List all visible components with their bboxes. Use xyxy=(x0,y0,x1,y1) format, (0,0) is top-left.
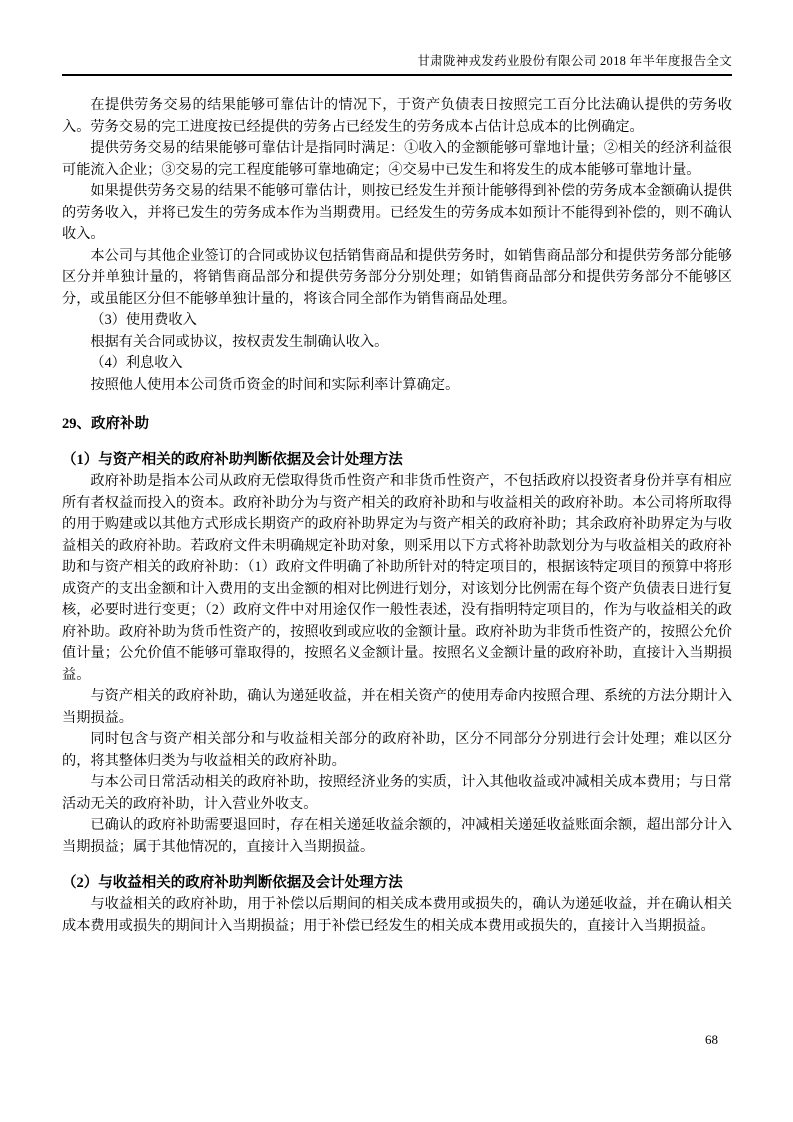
para-royalty-income-body: 根据有关合同或协议，按权责发生制确认收入。 xyxy=(90,333,389,350)
para-subsidy-definition: 政府补助是指本公司从政府无偿取得货币性资产和非货币性资产，不包括政府以投资者身份并享有相应所有者权益而投入的资本。政府补助分为与资产相关的政府补助和与收益相关的政府补助。本公司将所取得的用于购建或以其他方式形成长期资产的政府补助界定为与资产相关的政府补助；其余政府补助界定为与收益相关的政府补助。若政府文件未明确规定补助对象，则采用以下方式将补助款划分为与收益相关的政府补助和与资产相关的政府补助：（1）政府文件明确了补助所针对的特定项目的，根据该特定项目的预算中将形成资产的支出金额和计入费用的支出金额的相对比例进行划分，对该划分比例需在每个资产负债表日进行复核，必要时进行变更；（2）政府文件中对用途仅作一般性表述，没有指明特定项目的，作为与收益相关的政府补助。政府补助为货币性资产的，按照收到或应收的金额计量。政府补助为非货币性资产的，按照公允价值计量；公允价值不能够可靠取得的，按照名义金额计量。按照名义金额计量的政府补助，直接计入当期损益。 xyxy=(62,473,732,683)
page-footer xyxy=(705,1032,718,1048)
para-service-revenue-reliable: 在提供劳务交易的结果能够可靠估计的情况下，于资产负债表日按照完工百分比法确认提供的劳务收入。劳务交易的完工进度按已经提供的劳务占已经发生的劳务成本占估计总成本的比例确定。 xyxy=(62,97,732,135)
para-service-revenue-conditions: 提供劳务交易的结果能够可靠估计是指同时满足：①收入的金额能够可靠地计量；②相关的经济利益很可能流入企业；③交易的完工程度能够可靠地确定；④交易中已发生和将发生的成本能够可靠地计量。 xyxy=(62,140,732,178)
para-mixed-contract: 本公司与其他企业签订的合同或协议包括销售商品和提供劳务时，如销售商品部分和提供劳务部分能够区分并单独计量的，将销售商品部分和提供劳务部分分别处理；如销售商品部分和提供劳务部分不能够区分，或虽能区分但不能够单独计量的，将该合同全部作为销售商品处理。 xyxy=(62,247,732,307)
para-subsidy-daily-activity: 与本公司日常活动相关的政府补助，按照经济业务的实质，计入其他收益或冲减相关成本费用；与日常活动无关的政府补助，计入营业外收支。 xyxy=(62,774,732,812)
page-header xyxy=(62,52,732,76)
heading-government-subsidy: 29、政府补助 xyxy=(62,416,149,432)
para-interest-income-title: （4）利息收入 xyxy=(90,355,183,371)
para-subsidy-refund: 已确认的政府补助需要退回时，存在相关递延收益余额的，冲减相关递延收益账面余额，超出部分计入当期损益；属于其他情况的，直接计入当期损益。 xyxy=(62,817,732,855)
para-subsidy-both-parts: 同时包含与资产相关部分和与收益相关部分的政府补助，区分不同部分分别进行会计处理；难以区分的，将其整体归类为与收益相关的政府补助。 xyxy=(62,731,732,769)
heading-income-related-subsidy: （2）与收益相关的政府补助判断依据及会计处理方法 xyxy=(62,875,403,891)
page-number: 68 xyxy=(705,1032,718,1047)
report-header-title: 甘肃陇神戎发药业股份有限公司 2018 年半年度报告全文 xyxy=(417,54,732,68)
para-income-subsidy-treatment: 与收益相关的政府补助，用于补偿以后期间的相关成本费用或损失的，确认为递延收益，并在确认相关成本费用或损失的期间计入当期损益；用于补偿已经发生的相关成本费用或损失的，直接计入当期损益。 xyxy=(62,896,732,934)
para-royalty-income-title: （3）使用费收入 xyxy=(90,312,197,328)
para-interest-income-body: 按照他人使用本公司货币资金的时间和实际利率计算确定。 xyxy=(90,376,460,393)
para-service-revenue-unreliable: 如果提供劳务交易的结果不能够可靠估计，则按已经发生并预计能够得到补偿的劳务成本金额确认提供的劳务收入，并将已发生的劳务成本作为当期费用。已经发生的劳务成本如预计不能得到补偿的，则不确认收入。 xyxy=(62,183,732,242)
para-asset-subsidy-deferred: 与资产相关的政府补助，确认为递延收益，并在相关资产的使用寿命内按照合理、系统的方法分期计入当期损益。 xyxy=(62,688,732,726)
header-divider xyxy=(62,74,732,76)
heading-asset-related-subsidy: （1）与资产相关的政府补助判断依据及会计处理方法 xyxy=(62,452,403,468)
document-content xyxy=(62,95,732,937)
